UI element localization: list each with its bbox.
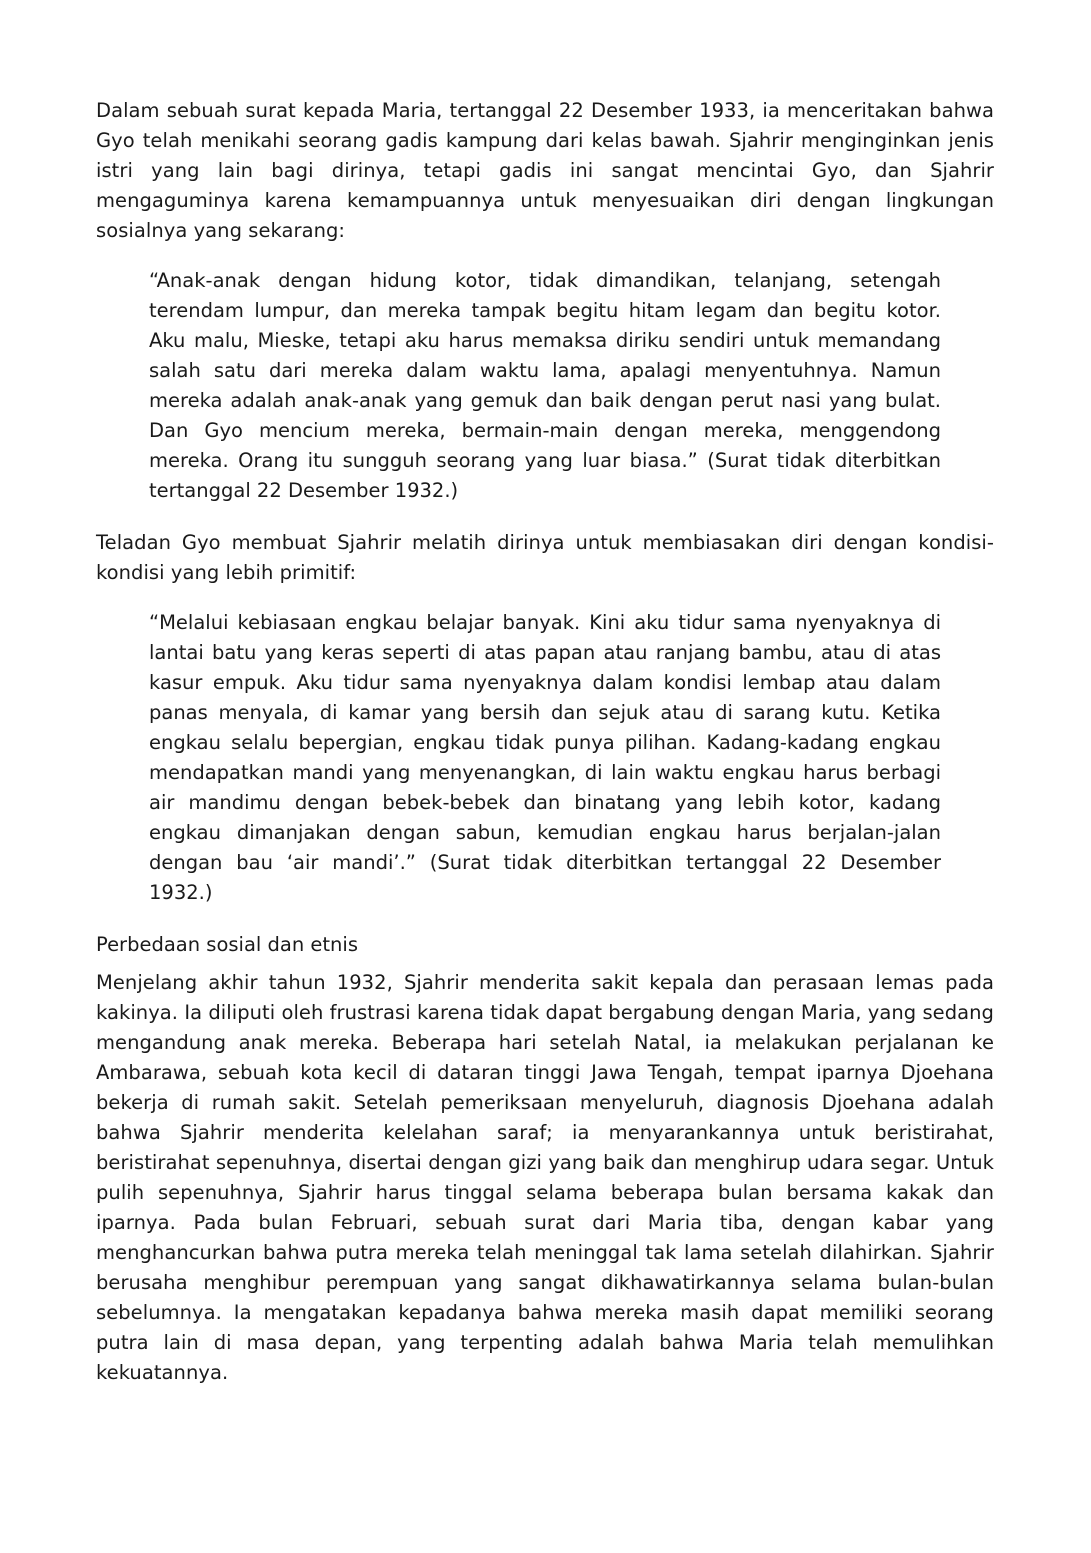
body-paragraph: Teladan Gyo membuat Sjahrir melatih dirinya untuk membiasakan diri dengan kondisi-kondisi yang lebih primitif: xyxy=(96,531,994,584)
body-paragraph: Dalam sebuah surat kepada Maria, tertanggal 22 Desember 1933, ia menceritakan bahwa Gyo telah menikahi seorang gadis kampung dari kelas bawah. Sjahrir menginginkan jenis istri yang lain bagi dirinya, tetapi gadis ini sangat mencintai Gyo, dan Sjahrir mengaguminya karena kemampuannya untuk menyesuaikan diri dengan lingkungan sosialnya yang sekarang: xyxy=(96,99,994,242)
document-page xyxy=(96,96,994,1388)
block-quote: “Melalui kebiasaan engkau belajar banyak. Kini aku tidur sama nyenyaknya di lantai batu yang keras seperti di atas papan atau ranjang bambu, atau di atas kasur empuk. Aku tidur sama nyenyaknya dalam kondisi lembap atau dalam panas menyala, di kamar yang bersih dan sejuk atau di sarang kutu. Ketika engkau selalu bepergian, engkau tidak punya pilihan. Kadang-kadang engkau mendapatkan mandi yang menyenangkan, di lain waktu engkau harus berbagi air mandimu dengan bebek-bebek dan binatang yang lebih kotor, kadang engkau dimanjakan dengan sabun, kemudian engkau harus berjalan-jalan dengan bau ‘air mandi’.” (Surat tidak diterbitkan tertanggal 22 Desember 1932.) xyxy=(149,611,941,904)
block-quote: “Anak-anak dengan hidung kotor, tidak dimandikan, telanjang, setengah terendam lumpur, dan mereka tampak begitu hitam legam dan begitu kotor. Aku malu, Mieske, tetapi aku harus memaksa diriku sendiri untuk memandang salah satu dari mereka dalam waktu lama, apalagi menyentuhnya. Namun mereka adalah anak-anak yang gemuk dan baik dengan perut nasi yang bulat. Dan Gyo mencium mereka, bermain-main dengan mereka, menggendong mereka. Orang itu sungguh seorang yang luar biasa.” (Surat tidak diterbitkan tertanggal 22 Desember 1932.) xyxy=(149,269,941,502)
section-heading: Perbedaan sosial dan etnis xyxy=(96,933,358,956)
body-paragraph: Menjelang akhir tahun 1932, Sjahrir menderita sakit kepala dan perasaan lemas pada kakinya. Ia diliputi oleh frustrasi karena tidak dapat bergabung dengan Maria, yang sedang mengandung anak mereka. Beberapa hari setelah Natal, ia melakukan perjalanan ke Ambarawa, sebuah kota kecil di dataran tinggi Jawa Tengah, tempat iparnya Djoehana bekerja di rumah sakit. Setelah pemeriksaan menyeluruh, diagnosis Djoehana adalah bahwa Sjahrir menderita kelelahan saraf; ia menyarankannya untuk beristirahat, beristirahat sepenuhnya, disertai dengan gizi yang baik dan menghirup udara segar. Untuk pulih sepenuhnya, Sjahrir harus tinggal selama beberapa bulan bersama kakak dan iparnya. Pada bulan Februari, sebuah surat dari Maria tiba, dengan kabar yang menghancurkan bahwa putra mereka telah meninggal tak lama setelah dilahirkan. Sjahrir berusaha menghibur perempuan yang sangat dikhawatirkannya selama bulan-bulan sebelumnya. Ia mengatakan kepadanya bahwa mereka masih dapat memiliki seorang putra lain di masa depan, yang terpenting adalah bahwa Maria telah memulihkan kekuatannya. xyxy=(96,971,994,1384)
